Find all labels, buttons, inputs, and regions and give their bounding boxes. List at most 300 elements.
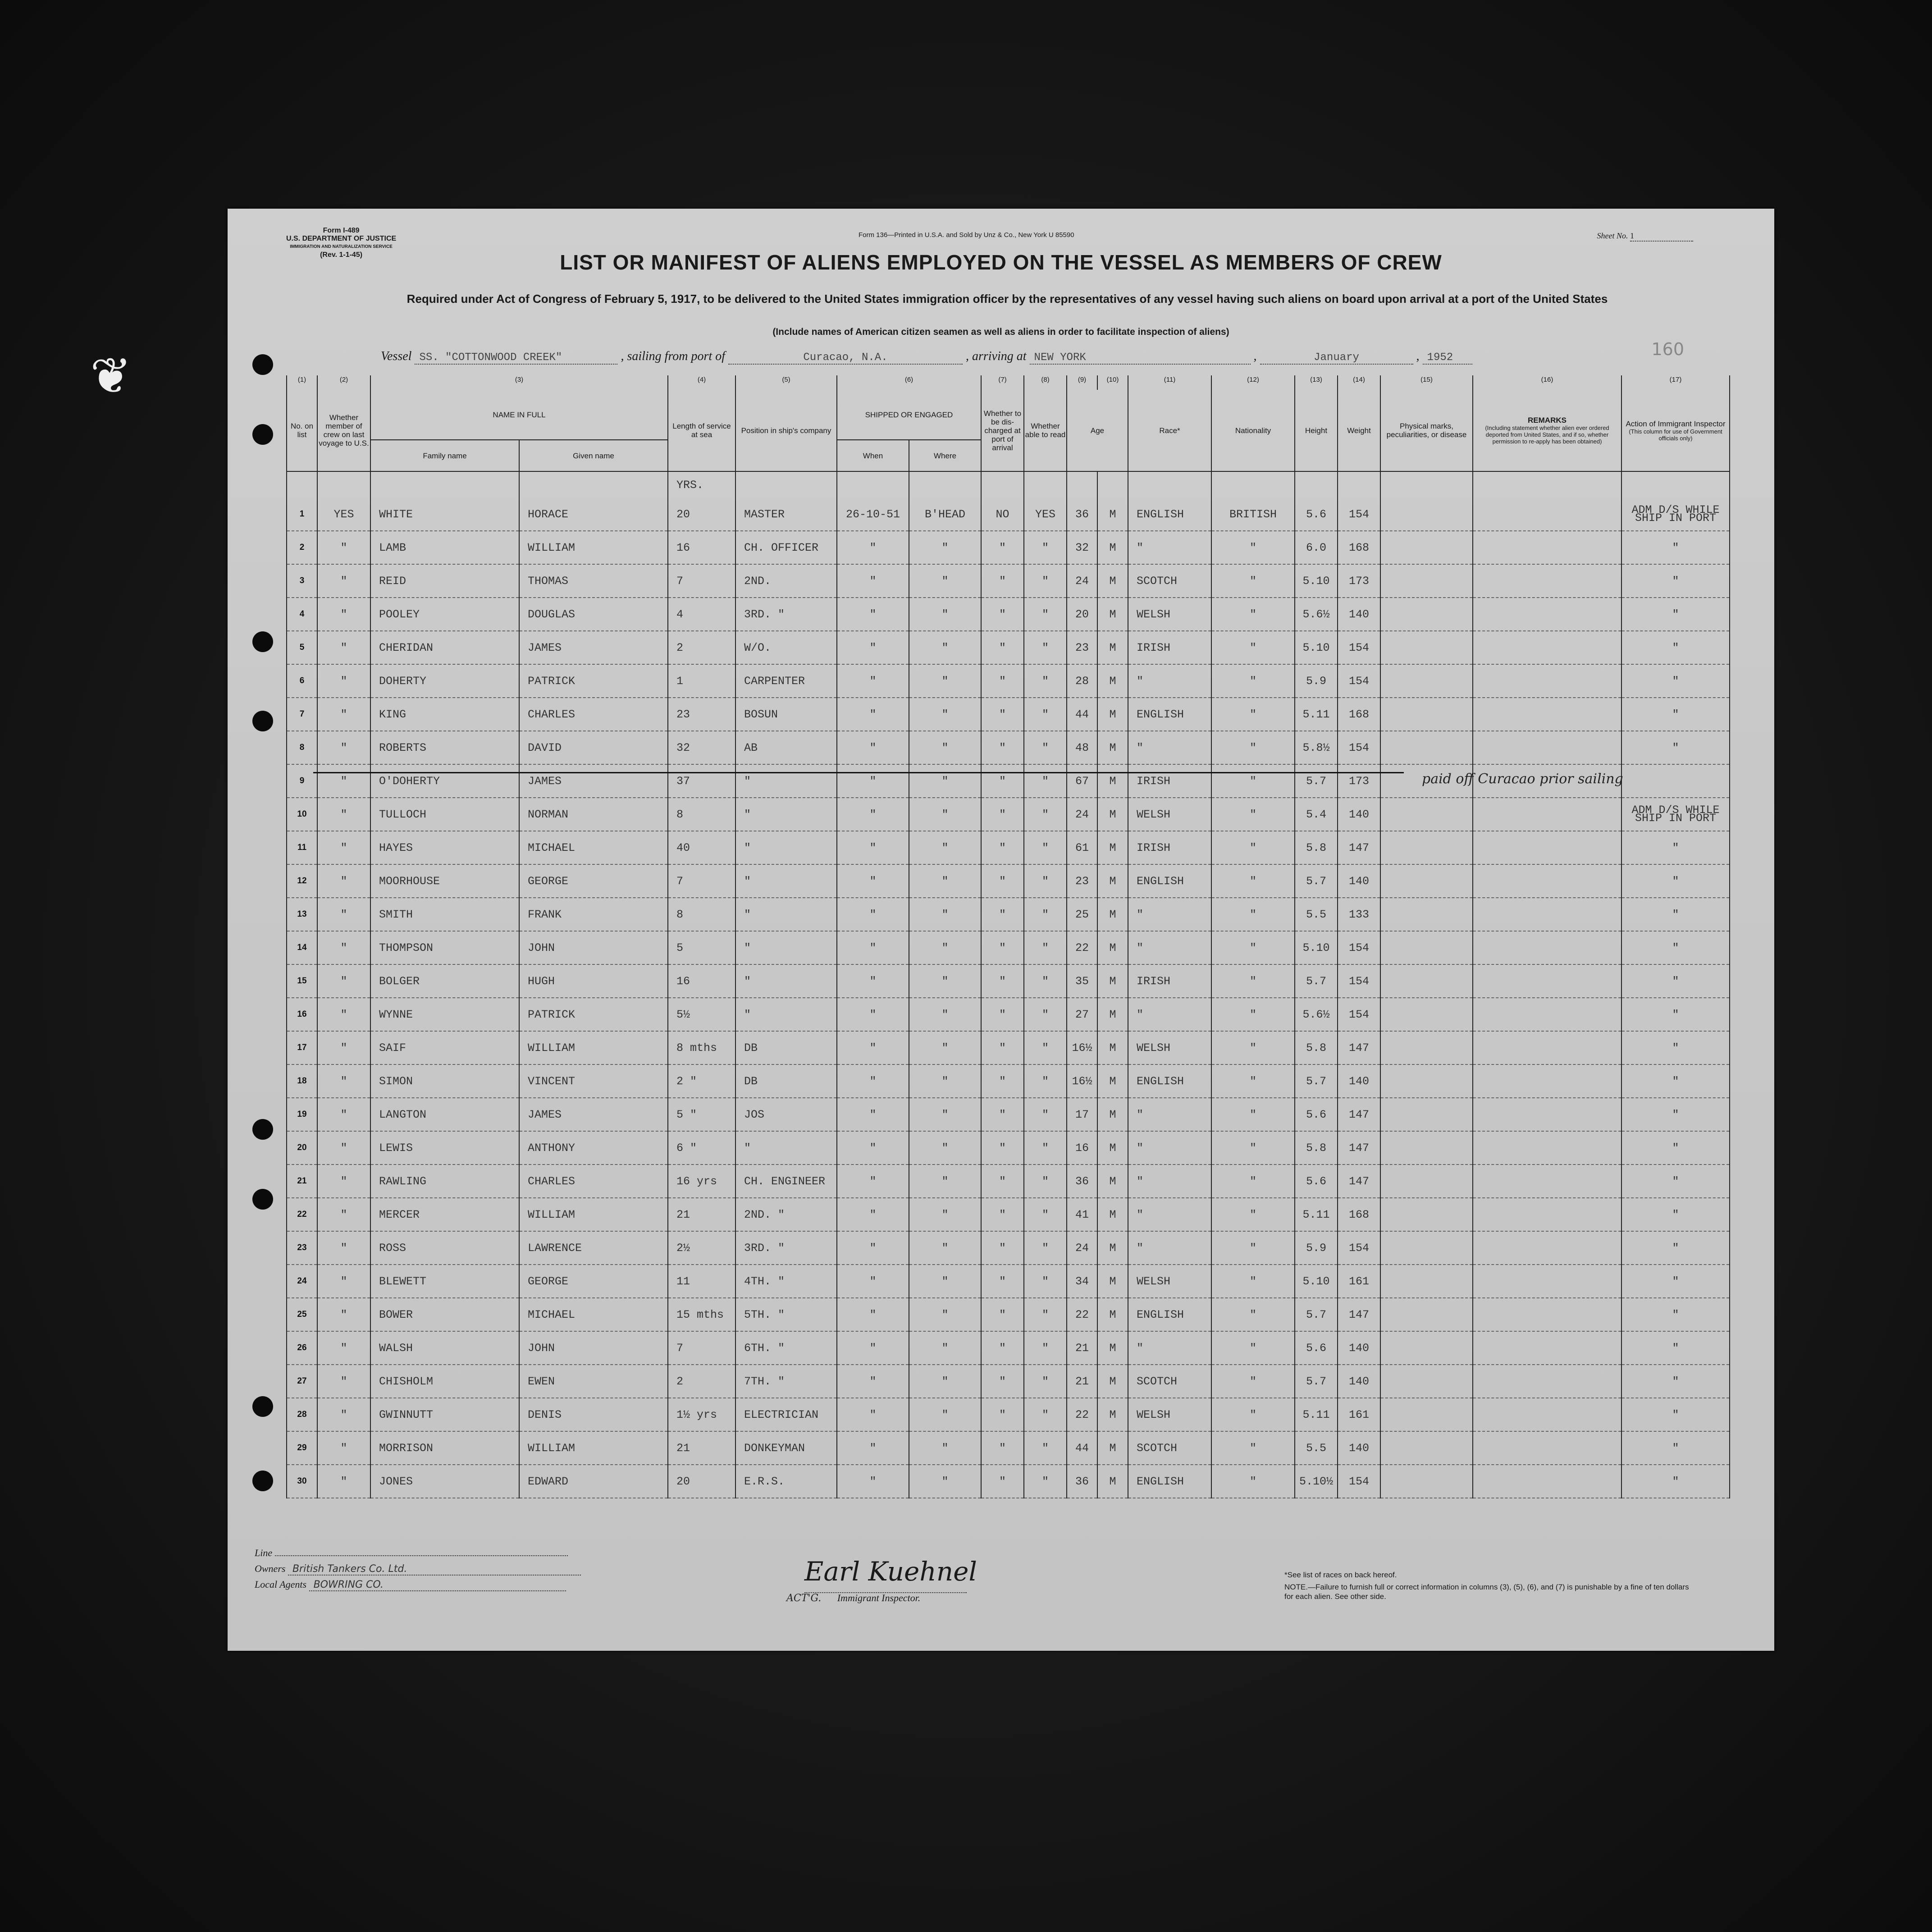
given-name-cell: HUGH bbox=[519, 964, 668, 998]
last-voyage-cell: " bbox=[317, 864, 370, 898]
physical-marks-cell bbox=[1380, 864, 1473, 898]
shipped-where-cell: " bbox=[909, 964, 981, 998]
service-length-cell: 2 bbox=[668, 631, 735, 664]
last-voyage-cell: YES bbox=[317, 498, 370, 531]
discharged-cell: " bbox=[981, 1165, 1024, 1198]
age-cell: 35 bbox=[1067, 964, 1097, 998]
sex-cell: M bbox=[1097, 1331, 1128, 1365]
able-read-cell: " bbox=[1024, 1198, 1067, 1231]
inspector-action-cell bbox=[1621, 764, 1730, 798]
discharged-cell: " bbox=[981, 1331, 1024, 1365]
sex-cell: M bbox=[1097, 598, 1128, 631]
height-cell: 6.0 bbox=[1295, 531, 1338, 564]
inspector-action-cell: " bbox=[1621, 1465, 1730, 1498]
weight-cell: 154 bbox=[1338, 498, 1380, 531]
physical-marks-cell bbox=[1380, 798, 1473, 831]
given-name-cell: PATRICK bbox=[519, 998, 668, 1031]
sex-cell: M bbox=[1097, 1165, 1128, 1198]
age-cell: 21 bbox=[1067, 1365, 1097, 1398]
discharged-cell: " bbox=[981, 964, 1024, 998]
age-cell: 22 bbox=[1067, 931, 1097, 964]
sex-cell: M bbox=[1097, 498, 1128, 531]
given-name-cell: JOHN bbox=[519, 931, 668, 964]
family-name-cell: DOHERTY bbox=[370, 664, 519, 698]
service-length-cell: 11 bbox=[668, 1265, 735, 1298]
remarks-cell bbox=[1473, 598, 1621, 631]
age-cell: 23 bbox=[1067, 631, 1097, 664]
table-row bbox=[287, 1398, 1730, 1431]
given-name-cell: DOUGLAS bbox=[519, 598, 668, 631]
include-note: (Include names of American citizen seamen as well as aliens in order to facilitate inspection of aliens) bbox=[772, 327, 1229, 337]
nationality-cell: " bbox=[1211, 598, 1295, 631]
table-row bbox=[287, 831, 1730, 864]
shipped-where-cell: " bbox=[909, 1131, 981, 1165]
last-voyage-cell: " bbox=[317, 1298, 370, 1331]
remarks-cell bbox=[1473, 998, 1621, 1031]
service-length-cell: 16 bbox=[668, 964, 735, 998]
age-cell: 28 bbox=[1067, 664, 1097, 698]
physical-marks-cell bbox=[1380, 1465, 1473, 1498]
discharged-cell: " bbox=[981, 664, 1024, 698]
shipped-when-cell: " bbox=[837, 931, 909, 964]
shipped-when-cell: " bbox=[837, 1365, 909, 1398]
line-value bbox=[275, 1555, 568, 1556]
able-read-cell: YES bbox=[1024, 498, 1067, 531]
shipped-where-cell: " bbox=[909, 1398, 981, 1431]
discharged-cell: " bbox=[981, 998, 1024, 1031]
table-row bbox=[287, 731, 1730, 764]
race-cell: IRISH bbox=[1128, 964, 1211, 998]
physical-marks-cell bbox=[1380, 564, 1473, 598]
port-to: NEW YORK bbox=[1030, 352, 1251, 365]
discharged-cell: " bbox=[981, 698, 1024, 731]
age-cell: 22 bbox=[1067, 1398, 1097, 1431]
physical-marks-cell bbox=[1380, 498, 1473, 531]
age-cell: 61 bbox=[1067, 831, 1097, 864]
physical-marks-cell bbox=[1380, 964, 1473, 998]
header-given-name: Given name bbox=[519, 440, 668, 471]
given-name-cell: GEORGE bbox=[519, 1265, 668, 1298]
last-voyage-cell: " bbox=[317, 1231, 370, 1265]
shipped-when-cell: " bbox=[837, 1398, 909, 1431]
given-name-cell: HORACE bbox=[519, 498, 668, 531]
weight-cell: 168 bbox=[1338, 1198, 1380, 1231]
given-name-cell: DAVID bbox=[519, 731, 668, 764]
age-cell: 44 bbox=[1067, 1431, 1097, 1465]
sex-cell: M bbox=[1097, 1231, 1128, 1265]
family-name-cell: BLEWETT bbox=[370, 1265, 519, 1298]
physical-marks-cell bbox=[1380, 831, 1473, 864]
race-cell: IRISH bbox=[1128, 764, 1211, 798]
shipped-where-cell: " bbox=[909, 564, 981, 598]
physical-marks-cell bbox=[1380, 898, 1473, 931]
age-cell: 16½ bbox=[1067, 1064, 1097, 1098]
shipped-where-cell: " bbox=[909, 1165, 981, 1198]
given-name-cell: JAMES bbox=[519, 631, 668, 664]
weight-cell: 147 bbox=[1338, 1131, 1380, 1165]
footer-line: Line bbox=[255, 1547, 568, 1559]
given-name-cell: CHARLES bbox=[519, 1165, 668, 1198]
discharged-cell: " bbox=[981, 931, 1024, 964]
weight-cell: 140 bbox=[1338, 1331, 1380, 1365]
physical-marks-cell bbox=[1380, 1365, 1473, 1398]
weight-cell: 154 bbox=[1338, 664, 1380, 698]
last-voyage-cell: " bbox=[317, 1131, 370, 1165]
sex-cell: M bbox=[1097, 764, 1128, 798]
form-identifier: Form I-489 U.S. DEPARTMENT OF JUSTICE IMMIGRATION AND NATURALIZATION SERVICE (Rev. 1-1-45) bbox=[286, 227, 397, 259]
shipped-when-cell: " bbox=[837, 1031, 909, 1064]
sex-cell: M bbox=[1097, 1398, 1128, 1431]
family-name-cell: LAMB bbox=[370, 531, 519, 564]
weight-cell: 154 bbox=[1338, 931, 1380, 964]
col-num: (1) bbox=[287, 375, 317, 390]
height-cell: 5.8 bbox=[1295, 1031, 1338, 1064]
table-row bbox=[287, 1331, 1730, 1365]
sex-cell: M bbox=[1097, 1064, 1128, 1098]
discharged-cell: " bbox=[981, 1031, 1024, 1064]
service-length-cell: 7 bbox=[668, 864, 735, 898]
physical-marks-cell bbox=[1380, 1398, 1473, 1431]
weight-cell: 168 bbox=[1338, 698, 1380, 731]
nationality-cell: " bbox=[1211, 564, 1295, 598]
family-name-cell: REID bbox=[370, 564, 519, 598]
service-length-cell: 6 " bbox=[668, 1131, 735, 1165]
table-row bbox=[287, 664, 1730, 698]
race-cell: " bbox=[1128, 1165, 1211, 1198]
height-cell: 5.11 bbox=[1295, 1398, 1338, 1431]
service-length-cell: 8 bbox=[668, 898, 735, 931]
nationality-cell: " bbox=[1211, 1431, 1295, 1465]
discharged-cell: " bbox=[981, 1265, 1024, 1298]
weight-cell: 133 bbox=[1338, 898, 1380, 931]
service-length-cell: 8 mths bbox=[668, 1031, 735, 1064]
position-cell: MASTER bbox=[735, 498, 837, 531]
position-cell: " bbox=[735, 831, 837, 864]
arrival-month: January bbox=[1260, 352, 1413, 365]
discharged-cell: " bbox=[981, 531, 1024, 564]
discharged-cell: NO bbox=[981, 498, 1024, 531]
table-row bbox=[287, 931, 1730, 964]
physical-marks-cell bbox=[1380, 1031, 1473, 1064]
sex-cell: M bbox=[1097, 698, 1128, 731]
nationality-cell: " bbox=[1211, 931, 1295, 964]
sex-cell: M bbox=[1097, 664, 1128, 698]
header-action-inspector: Action of Immigrant Inspector (This column for use of Government officials only) bbox=[1621, 390, 1730, 471]
last-voyage-cell: " bbox=[317, 531, 370, 564]
inspector-signature: Earl Kuehnel bbox=[804, 1556, 977, 1587]
position-cell: 2ND. bbox=[735, 564, 837, 598]
shipped-when-cell: " bbox=[837, 1431, 909, 1465]
races-note: *See list of races on back hereof. bbox=[1284, 1571, 1397, 1579]
shipped-when-cell: " bbox=[837, 698, 909, 731]
race-cell: " bbox=[1128, 931, 1211, 964]
family-name-cell: MERCER bbox=[370, 1198, 519, 1231]
inspector-action-cell: " bbox=[1621, 698, 1730, 731]
family-name-cell: SMITH bbox=[370, 898, 519, 931]
last-voyage-cell: " bbox=[317, 798, 370, 831]
age-cell: 24 bbox=[1067, 798, 1097, 831]
row-number: 11 bbox=[287, 831, 317, 864]
height-cell: 5.10 bbox=[1295, 631, 1338, 664]
service-length-cell: 2 bbox=[668, 1365, 735, 1398]
position-cell: 6TH. " bbox=[735, 1331, 837, 1365]
height-cell: 5.6 bbox=[1295, 1098, 1338, 1131]
position-cell: BOSUN bbox=[735, 698, 837, 731]
nationality-cell: " bbox=[1211, 1231, 1295, 1265]
sheet-number-value: 1 bbox=[1630, 231, 1693, 242]
weight-cell: 173 bbox=[1338, 764, 1380, 798]
inspector-action-cell: " bbox=[1621, 664, 1730, 698]
row-number: 21 bbox=[287, 1165, 317, 1198]
last-voyage-cell: " bbox=[317, 1431, 370, 1465]
row-number: 17 bbox=[287, 1031, 317, 1064]
age-cell: 32 bbox=[1067, 531, 1097, 564]
shipped-where-cell: " bbox=[909, 998, 981, 1031]
service-length-cell: 23 bbox=[668, 698, 735, 731]
discharged-cell: " bbox=[981, 1131, 1024, 1165]
table-row bbox=[287, 698, 1730, 731]
last-voyage-cell: " bbox=[317, 731, 370, 764]
row-number: 23 bbox=[287, 1231, 317, 1265]
sex-cell: M bbox=[1097, 831, 1128, 864]
physical-marks-cell bbox=[1380, 698, 1473, 731]
given-name-cell: DENIS bbox=[519, 1398, 668, 1431]
nationality-cell: " bbox=[1211, 664, 1295, 698]
fine-note: NOTE.—Failure to furnish full or correct information in columns (3), (5), (6), and (7) is punishable by a fine of ten dollars for each alien. See other side. bbox=[1284, 1583, 1689, 1601]
last-voyage-cell: " bbox=[317, 598, 370, 631]
row-number: 1 bbox=[287, 498, 317, 531]
position-cell: DB bbox=[735, 1064, 837, 1098]
race-cell: " bbox=[1128, 531, 1211, 564]
position-cell: " bbox=[735, 864, 837, 898]
able-read-cell: " bbox=[1024, 1031, 1067, 1064]
inspector-action-cell: " bbox=[1621, 1431, 1730, 1465]
height-cell: 5.8 bbox=[1295, 1131, 1338, 1165]
sex-cell: M bbox=[1097, 1131, 1128, 1165]
service-length-cell: 16 bbox=[668, 531, 735, 564]
row-number: 10 bbox=[287, 798, 317, 831]
col-num: (11) bbox=[1128, 375, 1211, 390]
race-cell: SCOTCH bbox=[1128, 1365, 1211, 1398]
nationality-cell: " bbox=[1211, 831, 1295, 864]
header-age: Age bbox=[1067, 390, 1128, 471]
punch-hole bbox=[252, 354, 273, 375]
table-row bbox=[287, 498, 1730, 531]
height-cell: 5.11 bbox=[1295, 698, 1338, 731]
height-cell: 5.11 bbox=[1295, 1198, 1338, 1231]
last-voyage-cell: " bbox=[317, 664, 370, 698]
family-name-cell: TULLOCH bbox=[370, 798, 519, 831]
family-name-cell: WHITE bbox=[370, 498, 519, 531]
last-voyage-cell: " bbox=[317, 1031, 370, 1064]
shipped-when-cell: " bbox=[837, 1064, 909, 1098]
race-cell: WELSH bbox=[1128, 1398, 1211, 1431]
sex-cell: M bbox=[1097, 631, 1128, 664]
printer-credit: Form 136—Printed in U.S.A. and Sold by Unz & Co., New York U 85590 bbox=[859, 231, 1074, 239]
position-cell: DONKEYMAN bbox=[735, 1431, 837, 1465]
age-cell: 44 bbox=[1067, 698, 1097, 731]
height-cell: 5.4 bbox=[1295, 798, 1338, 831]
discharged-cell: " bbox=[981, 731, 1024, 764]
family-name-cell: BOWER bbox=[370, 1298, 519, 1331]
sex-cell: M bbox=[1097, 864, 1128, 898]
position-cell: CH. OFFICER bbox=[735, 531, 837, 564]
discharged-cell: " bbox=[981, 898, 1024, 931]
height-cell: 5.7 bbox=[1295, 1365, 1338, 1398]
service-length-cell: 20 bbox=[668, 1465, 735, 1498]
physical-marks-cell bbox=[1380, 931, 1473, 964]
last-voyage-cell: " bbox=[317, 998, 370, 1031]
weight-cell: 140 bbox=[1338, 864, 1380, 898]
age-cell: 16½ bbox=[1067, 1031, 1097, 1064]
table-row bbox=[287, 1298, 1730, 1331]
race-cell: " bbox=[1128, 1131, 1211, 1165]
table-row bbox=[287, 1131, 1730, 1165]
inspector-action-cell: " bbox=[1621, 1098, 1730, 1131]
able-read-cell: " bbox=[1024, 831, 1067, 864]
table-row bbox=[287, 1198, 1730, 1231]
family-name-cell: LANGTON bbox=[370, 1098, 519, 1131]
col-num: (13) bbox=[1295, 375, 1338, 390]
shipped-when-cell: " bbox=[837, 598, 909, 631]
nationality-cell: " bbox=[1211, 1331, 1295, 1365]
height-cell: 5.6 bbox=[1295, 1331, 1338, 1365]
remarks-cell bbox=[1473, 1165, 1621, 1198]
weight-cell: 154 bbox=[1338, 731, 1380, 764]
able-read-cell: " bbox=[1024, 1265, 1067, 1298]
inspector-action-cell: " bbox=[1621, 831, 1730, 864]
discharged-cell: " bbox=[981, 1064, 1024, 1098]
height-cell: 5.6 bbox=[1295, 498, 1338, 531]
years-unit-label: YRS. bbox=[668, 471, 735, 498]
height-cell: 5.7 bbox=[1295, 764, 1338, 798]
position-cell: " bbox=[735, 898, 837, 931]
col-num: (4) bbox=[668, 375, 735, 390]
last-voyage-cell: " bbox=[317, 1398, 370, 1431]
family-name-cell: RAWLING bbox=[370, 1165, 519, 1198]
physical-marks-cell bbox=[1380, 998, 1473, 1031]
col-num: (2) bbox=[317, 375, 370, 390]
service-length-cell: 20 bbox=[668, 498, 735, 531]
last-voyage-cell: " bbox=[317, 1465, 370, 1498]
position-cell: " bbox=[735, 964, 837, 998]
shipped-when-cell: " bbox=[837, 798, 909, 831]
family-name-cell: POOLEY bbox=[370, 598, 519, 631]
sex-cell: M bbox=[1097, 531, 1128, 564]
age-cell: 20 bbox=[1067, 598, 1097, 631]
table-row bbox=[287, 1431, 1730, 1465]
position-cell: CARPENTER bbox=[735, 664, 837, 698]
shipped-where-cell: " bbox=[909, 731, 981, 764]
given-name-cell: VINCENT bbox=[519, 1064, 668, 1098]
nationality-cell: " bbox=[1211, 998, 1295, 1031]
nationality-cell: " bbox=[1211, 1298, 1295, 1331]
remarks-cell bbox=[1473, 531, 1621, 564]
inspector-action-cell: " bbox=[1621, 898, 1730, 931]
physical-marks-cell bbox=[1380, 631, 1473, 664]
table-row bbox=[287, 531, 1730, 564]
position-cell: 7TH. " bbox=[735, 1365, 837, 1398]
row-number: 15 bbox=[287, 964, 317, 998]
agents-value: BOWRING CO. bbox=[309, 1579, 566, 1591]
last-voyage-cell: " bbox=[317, 1165, 370, 1198]
shipped-where-cell: " bbox=[909, 1298, 981, 1331]
inspector-action-cell: " bbox=[1621, 1365, 1730, 1398]
header-race: Race* bbox=[1128, 390, 1211, 471]
age-cell: 67 bbox=[1067, 764, 1097, 798]
nationality-cell: " bbox=[1211, 631, 1295, 664]
weight-cell: 154 bbox=[1338, 998, 1380, 1031]
footer-owners: Owners British Tankers Co. Ltd. bbox=[255, 1563, 581, 1576]
height-cell: 5.10½ bbox=[1295, 1465, 1338, 1498]
last-voyage-cell: " bbox=[317, 1331, 370, 1365]
weight-cell: 140 bbox=[1338, 1365, 1380, 1398]
discharged-cell: " bbox=[981, 564, 1024, 598]
height-cell: 5.7 bbox=[1295, 864, 1338, 898]
shipped-where-cell: " bbox=[909, 1431, 981, 1465]
weight-cell: 147 bbox=[1338, 1098, 1380, 1131]
col-num: (6) bbox=[837, 375, 981, 390]
sheet-number: Sheet No. 1 bbox=[1597, 231, 1694, 242]
nationality-cell: " bbox=[1211, 1365, 1295, 1398]
height-cell: 5.5 bbox=[1295, 1431, 1338, 1465]
race-cell: ENGLISH bbox=[1128, 864, 1211, 898]
height-cell: 5.6½ bbox=[1295, 998, 1338, 1031]
table-row bbox=[287, 1031, 1730, 1064]
col-num: (3) bbox=[370, 375, 668, 390]
last-voyage-cell: " bbox=[317, 1198, 370, 1231]
nationality-cell: BRITISH bbox=[1211, 498, 1295, 531]
physical-marks-cell bbox=[1380, 1298, 1473, 1331]
discharged-cell: " bbox=[981, 1465, 1024, 1498]
inspector-action-cell: ADM D/S WHILE SHIP IN PORT bbox=[1621, 798, 1730, 831]
age-cell: 24 bbox=[1067, 1231, 1097, 1265]
sex-cell: M bbox=[1097, 1431, 1128, 1465]
shipped-when-cell: " bbox=[837, 1298, 909, 1331]
age-cell: 21 bbox=[1067, 1331, 1097, 1365]
row-number: 13 bbox=[287, 898, 317, 931]
nationality-cell: " bbox=[1211, 1165, 1295, 1198]
row-number: 6 bbox=[287, 664, 317, 698]
service-length-cell: 37 bbox=[668, 764, 735, 798]
age-cell: 36 bbox=[1067, 1465, 1097, 1498]
sex-cell: M bbox=[1097, 1265, 1128, 1298]
inspector-action-cell: " bbox=[1621, 1165, 1730, 1198]
row-9-handwritten-note: paid off Curacao prior sailing bbox=[1422, 771, 1623, 787]
vessel-line: Vessel SS. "COTTONWOOD CREEK" , sailing from port of Curacao, N.A. , arriving at NEW YORK , January , 1952 bbox=[381, 349, 1472, 365]
physical-marks-cell bbox=[1380, 731, 1473, 764]
page-title: LIST OR MANIFEST OF ALIENS EMPLOYED ON THE VESSEL AS MEMBERS OF CREW bbox=[560, 251, 1442, 274]
given-name-cell: JAMES bbox=[519, 764, 668, 798]
weight-cell: 168 bbox=[1338, 531, 1380, 564]
service-length-cell: 16 yrs bbox=[668, 1165, 735, 1198]
age-cell: 36 bbox=[1067, 498, 1097, 531]
punch-hole bbox=[252, 1189, 273, 1210]
race-cell: ENGLISH bbox=[1128, 1298, 1211, 1331]
race-cell: SCOTCH bbox=[1128, 564, 1211, 598]
weight-cell: 161 bbox=[1338, 1398, 1380, 1431]
able-read-cell: " bbox=[1024, 964, 1067, 998]
row-number: 16 bbox=[287, 998, 317, 1031]
shipped-when-cell: " bbox=[837, 1098, 909, 1131]
shipped-where-cell: " bbox=[909, 831, 981, 864]
service-length-cell: 8 bbox=[668, 798, 735, 831]
discharged-cell: " bbox=[981, 764, 1024, 798]
given-name-cell: WILLIAM bbox=[519, 531, 668, 564]
weight-cell: 154 bbox=[1338, 1465, 1380, 1498]
nationality-cell: " bbox=[1211, 1131, 1295, 1165]
last-voyage-cell: " bbox=[317, 1098, 370, 1131]
